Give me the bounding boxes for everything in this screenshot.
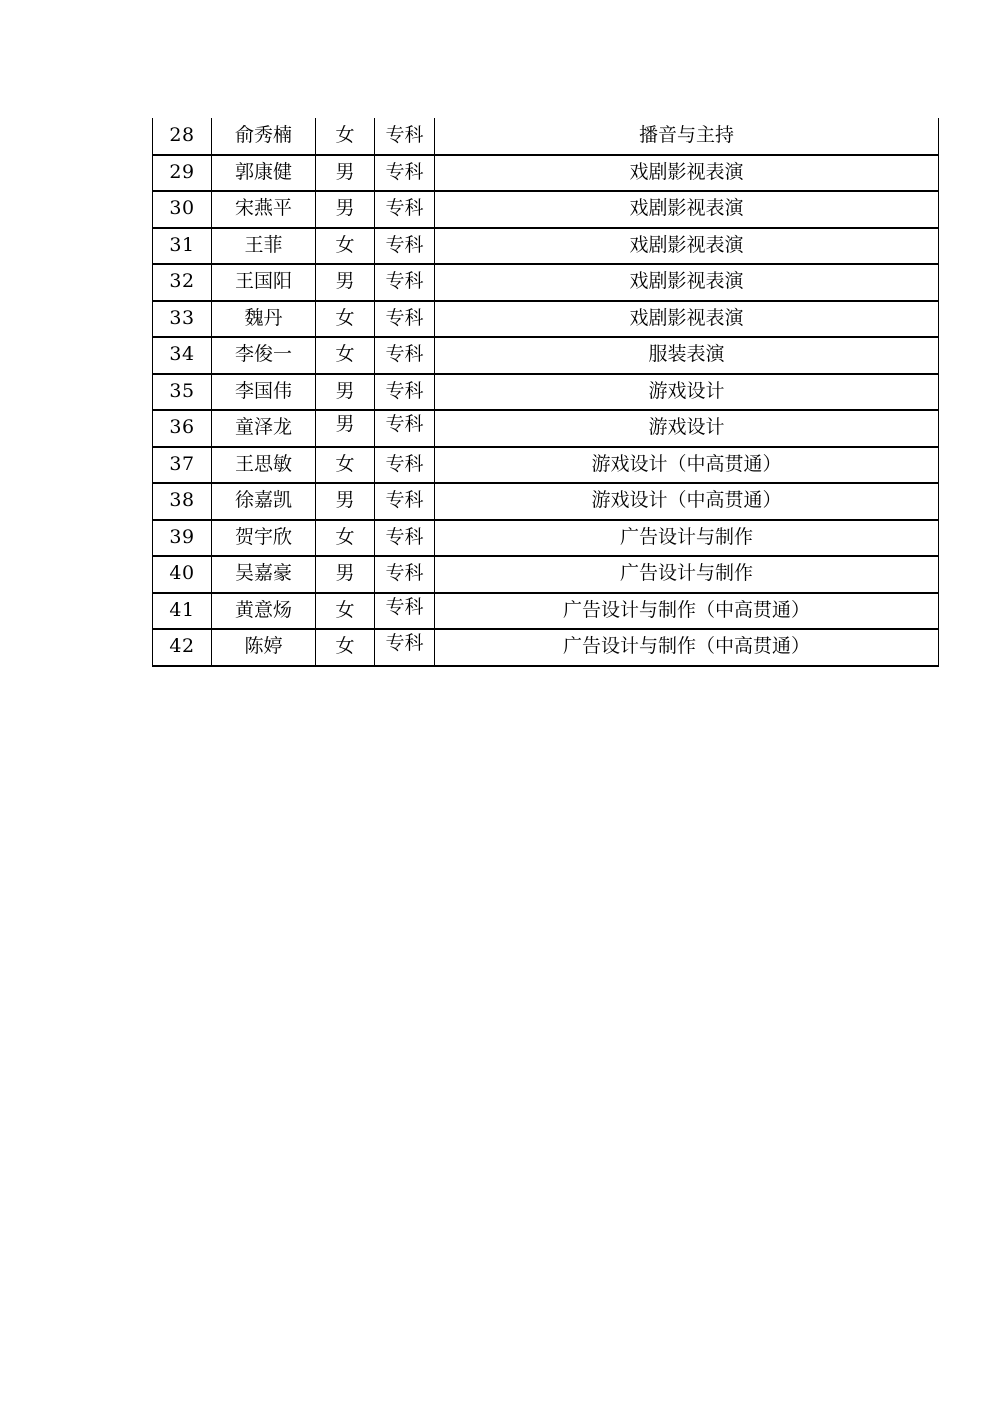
row-number-cell: 33 bbox=[153, 301, 212, 338]
degree-level-cell: 专科 bbox=[375, 118, 435, 155]
major-cell: 游戏设计 bbox=[435, 410, 939, 447]
table-row bbox=[153, 155, 939, 192]
row-number-cell: 29 bbox=[153, 155, 212, 192]
degree-level-cell: 专科 bbox=[375, 228, 435, 265]
row-number-cell: 42 bbox=[153, 629, 212, 666]
degree-level-cell: 专科 bbox=[375, 520, 435, 557]
student-name-cell: 宋燕平 bbox=[212, 191, 316, 228]
gender-cell: 男 bbox=[316, 374, 375, 411]
major-cell: 游戏设计 bbox=[435, 374, 939, 411]
major-cell: 戏剧影视表演 bbox=[435, 191, 939, 228]
table-row bbox=[153, 593, 939, 630]
degree-level-cell: 专科 bbox=[375, 410, 435, 447]
gender-cell: 女 bbox=[316, 228, 375, 265]
gender-cell: 女 bbox=[316, 629, 375, 666]
student-name-cell: 魏丹 bbox=[212, 301, 316, 338]
major-cell: 播音与主持 bbox=[435, 118, 939, 155]
table-row bbox=[153, 556, 939, 593]
major-cell: 服装表演 bbox=[435, 337, 939, 374]
row-number-cell: 31 bbox=[153, 228, 212, 265]
student-name-cell: 黄意炀 bbox=[212, 593, 316, 630]
student-name-cell: 李俊一 bbox=[212, 337, 316, 374]
gender-cell: 女 bbox=[316, 447, 375, 484]
row-number-cell: 40 bbox=[153, 556, 212, 593]
gender-cell: 女 bbox=[316, 337, 375, 374]
table-row bbox=[153, 374, 939, 411]
degree-level-cell: 专科 bbox=[375, 374, 435, 411]
gender-cell: 女 bbox=[316, 118, 375, 155]
major-cell: 游戏设计（中高贯通） bbox=[435, 483, 939, 520]
roster-table-body bbox=[153, 118, 939, 666]
major-cell: 戏剧影视表演 bbox=[435, 301, 939, 338]
student-name-cell: 王思敏 bbox=[212, 447, 316, 484]
student-name-cell: 俞秀楠 bbox=[212, 118, 316, 155]
student-name-cell: 徐嘉凯 bbox=[212, 483, 316, 520]
degree-level-cell: 专科 bbox=[375, 629, 435, 666]
major-cell: 戏剧影视表演 bbox=[435, 228, 939, 265]
degree-level-cell: 专科 bbox=[375, 556, 435, 593]
row-number-cell: 37 bbox=[153, 447, 212, 484]
table-row bbox=[153, 483, 939, 520]
table-row bbox=[153, 337, 939, 374]
student-name-cell: 王菲 bbox=[212, 228, 316, 265]
gender-cell: 女 bbox=[316, 520, 375, 557]
student-name-cell: 陈婷 bbox=[212, 629, 316, 666]
student-name-cell: 李国伟 bbox=[212, 374, 316, 411]
gender-cell: 男 bbox=[316, 264, 375, 301]
degree-level-cell: 专科 bbox=[375, 264, 435, 301]
row-number-cell: 39 bbox=[153, 520, 212, 557]
student-roster-table bbox=[152, 118, 939, 667]
degree-level-cell: 专科 bbox=[375, 155, 435, 192]
gender-cell: 男 bbox=[316, 556, 375, 593]
student-name-cell: 贺宇欣 bbox=[212, 520, 316, 557]
table-row bbox=[153, 410, 939, 447]
major-cell: 广告设计与制作 bbox=[435, 556, 939, 593]
row-number-cell: 30 bbox=[153, 191, 212, 228]
table-row bbox=[153, 629, 939, 666]
row-number-cell: 41 bbox=[153, 593, 212, 630]
degree-level-cell: 专科 bbox=[375, 483, 435, 520]
degree-level-cell: 专科 bbox=[375, 301, 435, 338]
student-name-cell: 王国阳 bbox=[212, 264, 316, 301]
row-number-cell: 38 bbox=[153, 483, 212, 520]
table-row bbox=[153, 520, 939, 557]
row-number-cell: 28 bbox=[153, 118, 212, 155]
student-name-cell: 童泽龙 bbox=[212, 410, 316, 447]
major-cell: 游戏设计（中高贯通） bbox=[435, 447, 939, 484]
major-cell: 戏剧影视表演 bbox=[435, 155, 939, 192]
degree-level-cell: 专科 bbox=[375, 191, 435, 228]
row-number-cell: 35 bbox=[153, 374, 212, 411]
row-number-cell: 32 bbox=[153, 264, 212, 301]
table-row bbox=[153, 118, 939, 155]
student-name-cell: 吴嘉豪 bbox=[212, 556, 316, 593]
table-row bbox=[153, 228, 939, 265]
degree-level-cell: 专科 bbox=[375, 337, 435, 374]
degree-level-cell: 专科 bbox=[375, 593, 435, 630]
degree-level-cell: 专科 bbox=[375, 447, 435, 484]
gender-cell: 男 bbox=[316, 483, 375, 520]
major-cell: 戏剧影视表演 bbox=[435, 264, 939, 301]
gender-cell: 女 bbox=[316, 593, 375, 630]
gender-cell: 男 bbox=[316, 410, 375, 447]
row-number-cell: 34 bbox=[153, 337, 212, 374]
table-row bbox=[153, 301, 939, 338]
row-number-cell: 36 bbox=[153, 410, 212, 447]
major-cell: 广告设计与制作（中高贯通） bbox=[435, 629, 939, 666]
student-name-cell: 郭康健 bbox=[212, 155, 316, 192]
gender-cell: 男 bbox=[316, 191, 375, 228]
table-row bbox=[153, 264, 939, 301]
table-row bbox=[153, 191, 939, 228]
gender-cell: 女 bbox=[316, 301, 375, 338]
gender-cell: 男 bbox=[316, 155, 375, 192]
table-row bbox=[153, 447, 939, 484]
major-cell: 广告设计与制作（中高贯通） bbox=[435, 593, 939, 630]
major-cell: 广告设计与制作 bbox=[435, 520, 939, 557]
